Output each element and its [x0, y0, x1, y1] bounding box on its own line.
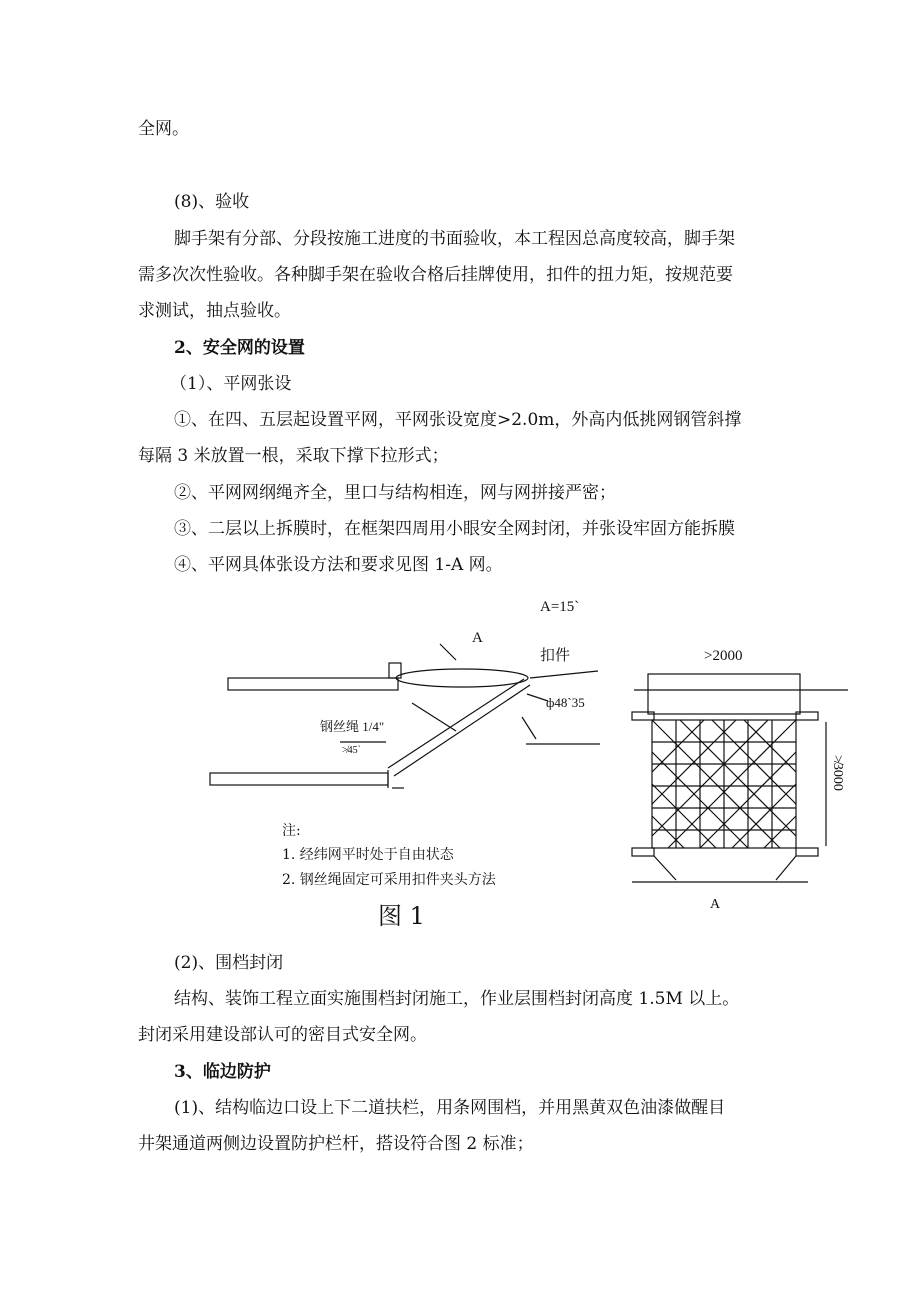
list-item-continued: 每隔 3 米放置一根，采取下撑下拉形式；	[138, 446, 449, 466]
angle-label: A=15`	[540, 599, 580, 615]
note-title: 注:	[282, 823, 301, 839]
lower-slab	[210, 773, 388, 785]
diagonal-brace	[388, 679, 524, 768]
paragraph-line: 全网。	[138, 119, 189, 139]
paragraph-line: 结构、装饰工程立面实施围档封闭施工，作业层围档封闭高度 1.5M 以上。	[174, 989, 740, 1009]
width-label: >2000	[704, 648, 743, 664]
flat-net	[396, 669, 528, 687]
net-label: A	[472, 630, 483, 646]
net-diagonal	[732, 784, 796, 848]
paragraph-line: 需多次次性验收。各种脚手架在验收合格后挂牌使用，扣件的扭力矩，按规范要	[138, 265, 733, 285]
net-column-left	[632, 848, 654, 856]
note-item: 2. 钢丝绳固定可采用扣件夹头方法	[282, 872, 496, 888]
upper-slab	[228, 678, 398, 690]
pipe-label: ф48`35	[546, 695, 585, 710]
subsection-heading-enclosure: (2)、围档封闭	[174, 953, 284, 973]
list-item: ④、平网具体张设方法和要求见图 1-A 网。	[174, 555, 503, 575]
paragraph-line: 封闭采用建设部认可的密目式安全网。	[138, 1025, 427, 1045]
paragraph-line: (1)、结构临边口设上下二道扶栏，用条网围档，并用黑黄双色油漆做醒目	[174, 1098, 726, 1118]
pipe-arrow	[527, 694, 548, 701]
angle45-label: ≯45`	[342, 745, 361, 756]
subsection-heading-flat-net: （1）、平网张设	[170, 374, 292, 394]
paragraph-line: 求测试，抽点验收。	[138, 301, 291, 321]
net-column-right	[796, 848, 818, 856]
note-item: 1. 经纬网平时处于自由状态	[282, 847, 454, 863]
clamp-label: 扣件	[540, 648, 571, 664]
section-frame	[648, 674, 800, 714]
section-label: A	[710, 897, 721, 912]
paragraph-line: 井架通道两侧边设置防护栏杆，搭设符合图 2 标准；	[138, 1134, 534, 1154]
diagram-labels	[320, 599, 845, 912]
figure-caption: 图 1	[378, 902, 425, 930]
diagonal-brace	[394, 685, 530, 776]
list-item: ③、二层以上拆膜时，在框架四周用小眼安全网封闭，并张设牢固方能拆膜	[174, 519, 735, 539]
subsection-heading-acceptance: (8)、验收	[174, 192, 250, 212]
net-arrow	[440, 644, 456, 660]
brace-line	[654, 856, 676, 880]
section-heading-edge-protection: 3、临边防护	[174, 1062, 271, 1082]
outer-rope	[530, 671, 598, 678]
wire-rope	[522, 717, 536, 739]
paragraph-line: 脚手架有分部、分段按施工进度的书面验收，本工程因总高度较高，脚手架	[174, 229, 735, 249]
section-heading-safety-net: 2、安全网的设置	[174, 338, 305, 358]
height-label: ≯3000	[830, 755, 845, 791]
brace-line	[776, 856, 796, 880]
list-item: ②、平网网纲绳齐全，里口与结构相连，网与网拼接严密；	[174, 483, 616, 503]
net-column-right	[796, 712, 818, 720]
net-column-left	[632, 712, 654, 720]
upright-post	[389, 663, 401, 678]
list-item: ①、在四、五层起设置平网，平网张设宽度>2.0m，外高内低挑网钢管斜撑	[174, 410, 742, 430]
rope-label: 钢丝绳 1/4"	[320, 719, 385, 734]
wire-rope	[412, 703, 456, 731]
